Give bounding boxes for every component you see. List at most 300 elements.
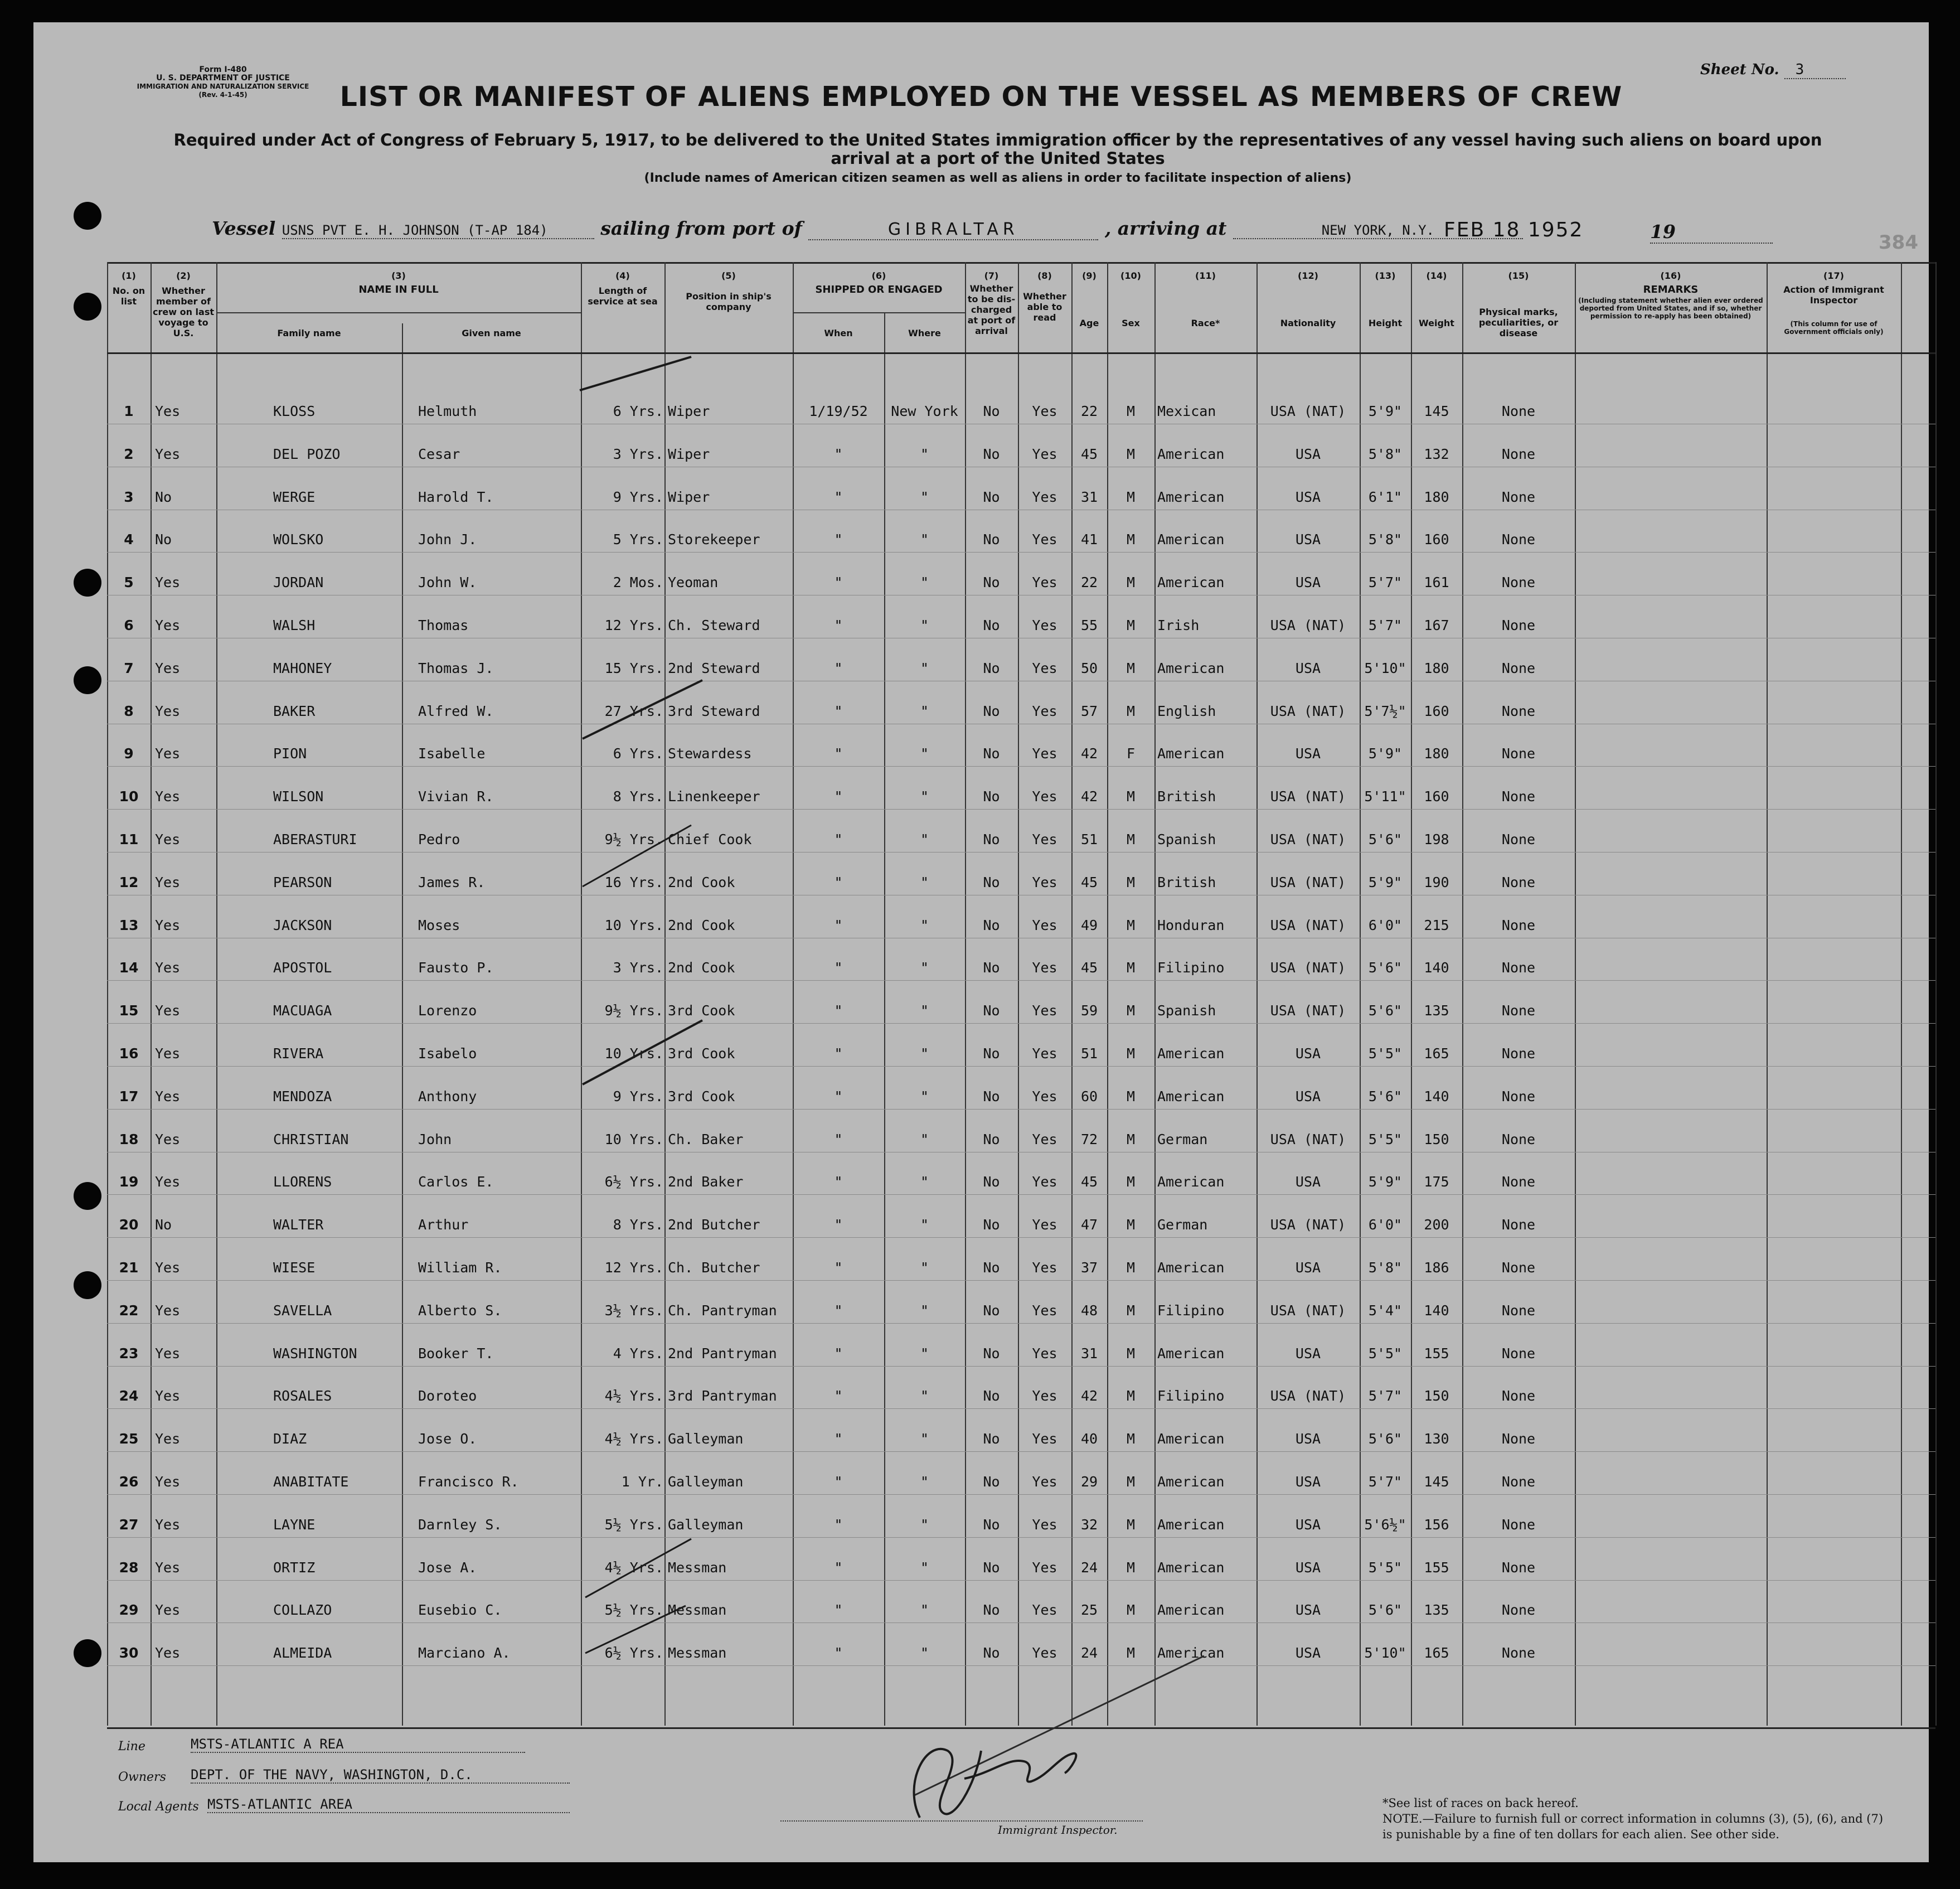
cell-height: 5'5": [1368, 1559, 1403, 1576]
cell-row-number: 1: [124, 403, 134, 419]
cell-sex: M: [1126, 1388, 1136, 1404]
cell-service-length: 2 Mos.: [613, 574, 663, 591]
cell-last-voyage: No: [155, 1217, 172, 1233]
cell-able-to-read: Yes: [1032, 1302, 1057, 1319]
cell-weight: 145: [1424, 1474, 1449, 1490]
col-header-inspector-note: (This column for use of Government officials only): [1784, 320, 1884, 336]
cell-row-number: 19: [119, 1174, 139, 1190]
cell-last-voyage: Yes: [155, 703, 181, 719]
cell-race: Mexican: [1157, 403, 1216, 419]
cell-family-name: SAVELLA: [273, 1302, 332, 1319]
cell-nationality: USA (NAT): [1270, 617, 1346, 633]
cell-height: 6'1": [1368, 488, 1403, 505]
cell-weight: 155: [1424, 1559, 1449, 1576]
cell-last-voyage: Yes: [155, 1002, 181, 1019]
cell-weight: 160: [1424, 788, 1449, 805]
cell-sex: M: [1126, 1302, 1136, 1319]
col-4-number: (4): [615, 270, 630, 281]
cell-row-number: 16: [119, 1045, 139, 1062]
col-header-position: Position in ship's company: [686, 291, 772, 312]
cell-weight: 140: [1424, 1088, 1449, 1105]
page-subnote: (Include names of American citizen seamen as well as aliens in order to facilitate inspection of aliens): [644, 171, 1352, 185]
cell-discharged: No: [983, 1217, 1000, 1233]
cell-last-voyage: Yes: [155, 660, 181, 676]
cell-given-name: Fausto P.: [418, 960, 494, 976]
cell-last-voyage: No: [155, 531, 172, 548]
cell-physical-marks: None: [1501, 1174, 1536, 1190]
cell-physical-marks: None: [1501, 1302, 1536, 1319]
col-12-number: (12): [1298, 270, 1318, 281]
cell-weight: 165: [1424, 1645, 1449, 1662]
cell-race: Filipino: [1157, 1302, 1225, 1319]
cell-given-name: Darnley S.: [418, 1516, 502, 1533]
cell-shipped-where: ": [920, 1260, 929, 1276]
cell-nationality: USA (NAT): [1270, 874, 1346, 890]
cell-given-name: Jose O.: [418, 1431, 477, 1447]
cell-sex: M: [1126, 1645, 1136, 1662]
cell-given-name: Marciano A.: [418, 1645, 511, 1662]
cell-row-number: 5: [124, 574, 134, 591]
cell-weight: 198: [1424, 831, 1449, 847]
cell-last-voyage: Yes: [155, 960, 181, 976]
cell-discharged: No: [983, 488, 1000, 505]
col-header-height: Height: [1368, 318, 1403, 328]
cell-nationality: USA: [1295, 660, 1321, 676]
cell-row-number: 26: [119, 1474, 139, 1490]
pen-strokes: [33, 22, 1929, 1862]
cell-given-name: Isabelo: [418, 1045, 477, 1062]
cell-discharged: No: [983, 1260, 1000, 1276]
cell-service-length: 3 Yrs.: [613, 960, 663, 976]
cell-position: Galleyman: [668, 1516, 744, 1533]
cell-row-number: 10: [119, 788, 139, 805]
cell-age: 31: [1080, 1345, 1098, 1362]
cell-position: 3rd Steward: [668, 703, 760, 719]
cell-row-number: 24: [119, 1388, 139, 1404]
cell-sex: M: [1126, 1088, 1136, 1105]
cell-age: 45: [1080, 874, 1098, 890]
cell-last-voyage: Yes: [155, 745, 181, 762]
cell-age: 41: [1080, 531, 1098, 548]
footer-agents-label: Local Agents: [118, 1800, 199, 1814]
cell-service-length: 9½ Yrs.: [604, 831, 663, 847]
col-header-given-name: Given name: [462, 328, 521, 338]
col-17-number: (17): [1823, 270, 1844, 281]
cell-able-to-read: Yes: [1032, 1474, 1057, 1490]
cell-row-number: 9: [124, 745, 134, 762]
cell-shipped-when: ": [834, 1431, 843, 1447]
cell-shipped-when: ": [834, 703, 843, 719]
column-rule: [1935, 262, 1937, 1726]
cell-shipped-when: ": [834, 831, 843, 847]
cell-nationality: USA (NAT): [1270, 1388, 1346, 1404]
cell-shipped-where: New York: [891, 403, 958, 419]
cell-race: American: [1157, 1174, 1225, 1190]
cell-race: American: [1157, 1345, 1225, 1362]
cell-row-number: 4: [124, 531, 134, 548]
cell-family-name: WALTER: [273, 1217, 324, 1233]
cell-age: 59: [1080, 1002, 1098, 1019]
cell-physical-marks: None: [1501, 1602, 1536, 1619]
cell-discharged: No: [983, 1559, 1000, 1576]
cell-service-length: 8 Yrs.: [613, 788, 663, 805]
cell-row-number: 12: [119, 874, 139, 890]
cell-height: 5'10": [1364, 660, 1406, 676]
cell-discharged: No: [983, 1345, 1000, 1362]
cell-given-name: Thomas J.: [418, 660, 494, 676]
cell-service-length: 9 Yrs.: [613, 1088, 663, 1105]
cell-sex: M: [1126, 1260, 1136, 1276]
cell-discharged: No: [983, 1645, 1000, 1662]
col-header-when: When: [824, 328, 853, 338]
arriving-label: , arriving at: [1104, 217, 1227, 239]
cell-position: Linenkeeper: [668, 788, 760, 805]
cell-row-number: 14: [119, 960, 139, 976]
footer-owners-label: Owners: [118, 1770, 166, 1784]
col-header-name-in-full: NAME IN FULL: [358, 284, 439, 296]
cell-sex: M: [1126, 1559, 1136, 1576]
cell-service-length: 3½ Yrs.: [604, 1302, 663, 1319]
col-16-number: (16): [1660, 270, 1681, 281]
cell-weight: 150: [1424, 1388, 1449, 1404]
cell-service-length: 10 Yrs.: [604, 917, 663, 933]
cell-family-name: PION: [273, 745, 307, 762]
cell-able-to-read: Yes: [1032, 403, 1057, 419]
cell-given-name: Carlos E.: [418, 1174, 494, 1190]
col-header-discharged: Whether to be dis-charged at port of arrival: [967, 283, 1016, 336]
cell-sex: M: [1126, 1516, 1136, 1533]
cell-height: 5'5": [1368, 1345, 1403, 1362]
cell-physical-marks: None: [1501, 1345, 1536, 1362]
cell-last-voyage: Yes: [155, 831, 181, 847]
cell-nationality: USA: [1295, 745, 1321, 762]
cell-discharged: No: [983, 1302, 1000, 1319]
cell-able-to-read: Yes: [1032, 1602, 1057, 1619]
cell-age: 42: [1080, 745, 1098, 762]
cell-age: 40: [1080, 1431, 1098, 1447]
cell-weight: 160: [1424, 531, 1449, 548]
pen-check-mark: [585, 1606, 686, 1653]
cell-shipped-when: ": [834, 488, 843, 505]
cell-shipped-where: ": [920, 917, 929, 933]
cell-sex: M: [1126, 1345, 1136, 1362]
cell-position: Chief Cook: [668, 831, 752, 847]
cell-race: Spanish: [1157, 831, 1216, 847]
cell-nationality: USA: [1295, 531, 1321, 548]
cell-discharged: No: [983, 917, 1000, 933]
cell-family-name: WASHINGTON: [273, 1345, 357, 1362]
cell-sex: M: [1126, 1002, 1136, 1019]
cell-race: American: [1157, 660, 1225, 676]
revision-date: (Rev. 4-1-45): [198, 91, 248, 99]
cell-able-to-read: Yes: [1032, 1645, 1057, 1662]
cell-weight: 132: [1424, 445, 1449, 462]
col-header-remarks-note: (Including statement whether alien ever ordered deported from United States, and if so, whether permission to re-apply has been obtained): [1578, 297, 1763, 320]
cell-family-name: RIVERA: [273, 1045, 324, 1062]
cell-able-to-read: Yes: [1032, 917, 1057, 933]
cell-service-length: 12 Yrs.: [604, 617, 663, 633]
cell-height: 5'8": [1368, 531, 1403, 548]
cell-row-number: 28: [119, 1559, 139, 1576]
cell-position: 2nd Pantryman: [668, 1345, 777, 1362]
cell-given-name: Vivian R.: [418, 788, 494, 805]
footer-line-value: MSTS-ATLANTIC A REA: [191, 1736, 525, 1753]
cell-sex: M: [1126, 1602, 1136, 1619]
service-name: IMMIGRATION AND NATURALIZATION SERVICE: [137, 83, 309, 90]
cell-last-voyage: Yes: [155, 1474, 181, 1490]
cell-row-number: 29: [119, 1602, 139, 1619]
cell-sex: M: [1126, 531, 1136, 548]
cell-last-voyage: Yes: [155, 1131, 181, 1147]
cell-service-length: 4½ Yrs.: [604, 1431, 663, 1447]
cell-physical-marks: None: [1501, 917, 1536, 933]
manifest-sheet: [33, 22, 1929, 1862]
cell-age: 45: [1080, 445, 1098, 462]
cell-shipped-when: ": [834, 788, 843, 805]
cell-last-voyage: Yes: [155, 1431, 181, 1447]
cell-position: 2nd Steward: [668, 660, 760, 676]
cell-last-voyage: Yes: [155, 1088, 181, 1105]
cell-shipped-where: ": [920, 531, 929, 548]
col-9-number: (9): [1082, 270, 1097, 281]
cell-shipped-when: ": [834, 574, 843, 591]
cell-sex: M: [1126, 1174, 1136, 1190]
cell-shipped-when: ": [834, 1174, 843, 1190]
cell-shipped-when: ": [834, 1602, 843, 1619]
cell-family-name: MACUAGA: [273, 1002, 332, 1019]
pen-check-mark: [583, 680, 702, 739]
cell-shipped-where: ": [920, 960, 929, 976]
cell-nationality: USA: [1295, 1431, 1321, 1447]
cell-last-voyage: Yes: [155, 1174, 181, 1190]
cell-row-number: 27: [119, 1516, 139, 1533]
cell-given-name: Helmuth: [418, 403, 477, 419]
cell-able-to-read: Yes: [1032, 531, 1057, 548]
cell-family-name: JACKSON: [273, 917, 332, 933]
cell-sex: M: [1126, 660, 1136, 676]
cell-able-to-read: Yes: [1032, 1559, 1057, 1576]
cell-service-length: 27 Yrs.: [604, 703, 663, 719]
inspector-signature: [881, 1717, 1093, 1829]
cell-discharged: No: [983, 703, 1000, 719]
cell-able-to-read: Yes: [1032, 874, 1057, 890]
cell-able-to-read: Yes: [1032, 488, 1057, 505]
cell-height: 5'6": [1368, 1002, 1403, 1019]
cell-age: 29: [1080, 1474, 1098, 1490]
cell-last-voyage: Yes: [155, 1516, 181, 1533]
cell-family-name: MENDOZA: [273, 1088, 332, 1105]
cell-height: 5'7½": [1364, 703, 1406, 719]
cell-shipped-when: ": [834, 1345, 843, 1362]
cell-race: German: [1157, 1217, 1208, 1233]
page-title: LIST OR MANIFEST OF ALIENS EMPLOYED ON THE VESSEL AS MEMBERS OF CREW: [339, 81, 1623, 113]
cell-nationality: USA: [1295, 1645, 1321, 1662]
cell-age: 22: [1080, 403, 1098, 419]
cell-row-number: 11: [119, 831, 139, 847]
cell-position: Wiper: [668, 403, 710, 419]
cell-sex: F: [1126, 745, 1136, 762]
cell-given-name: Eusebio C.: [418, 1602, 502, 1619]
cell-race: Spanish: [1157, 1002, 1216, 1019]
departure-port: GIBRALTAR: [808, 220, 1098, 240]
cell-discharged: No: [983, 788, 1000, 805]
cell-last-voyage: Yes: [155, 1302, 181, 1319]
cell-given-name: Francisco R.: [418, 1474, 519, 1490]
cell-row-number: 21: [119, 1260, 139, 1276]
cell-height: 5'6": [1368, 1431, 1403, 1447]
cell-race: American: [1157, 745, 1225, 762]
cell-sex: M: [1126, 1131, 1136, 1147]
cell-sex: M: [1126, 917, 1136, 933]
cell-sex: M: [1126, 703, 1136, 719]
cell-position: Ch. Pantryman: [668, 1302, 777, 1319]
cell-physical-marks: None: [1501, 788, 1536, 805]
cell-height: 5'6": [1368, 831, 1403, 847]
inspector-signature-line: [780, 1820, 1143, 1822]
cell-sex: M: [1126, 488, 1136, 505]
cell-sex: M: [1126, 617, 1136, 633]
cell-position: Galleyman: [668, 1474, 744, 1490]
cell-race: American: [1157, 1645, 1225, 1662]
col-6-number: (6): [871, 270, 886, 281]
cell-shipped-where: ": [920, 617, 929, 633]
cell-nationality: USA (NAT): [1270, 403, 1346, 419]
col-1-number: (1): [122, 270, 136, 281]
cell-shipped-when: ": [834, 1045, 843, 1062]
cell-row-number: 13: [119, 917, 139, 933]
col-header-inspector-action: Action of Immigrant Inspector: [1783, 284, 1884, 306]
cell-age: 47: [1080, 1217, 1098, 1233]
cell-shipped-where: ": [920, 1516, 929, 1533]
cell-race: American: [1157, 1045, 1225, 1062]
cell-nationality: USA: [1295, 488, 1321, 505]
cell-last-voyage: Yes: [155, 1388, 181, 1404]
cell-height: 5'5": [1368, 1131, 1403, 1147]
cell-sex: M: [1126, 1217, 1136, 1233]
cell-height: 5'6": [1368, 1602, 1403, 1619]
cell-race: American: [1157, 1431, 1225, 1447]
cell-discharged: No: [983, 1174, 1000, 1190]
cell-family-name: WILSON: [273, 788, 324, 805]
cell-nationality: USA (NAT): [1270, 917, 1346, 933]
cell-race: American: [1157, 1602, 1225, 1619]
sailing-label: sailing from port of: [600, 217, 802, 239]
cell-physical-marks: None: [1501, 488, 1536, 505]
cell-given-name: Moses: [418, 917, 460, 933]
cell-service-length: 5½ Yrs.: [604, 1602, 663, 1619]
col-header-sex: Sex: [1122, 318, 1140, 328]
cell-last-voyage: Yes: [155, 1559, 181, 1576]
cell-given-name: John: [418, 1131, 452, 1147]
col-header-shipped-or-engaged: SHIPPED OR ENGAGED: [815, 284, 943, 296]
cell-age: 24: [1080, 1645, 1098, 1662]
cell-position: Storekeeper: [668, 531, 760, 548]
cell-family-name: CHRISTIAN: [273, 1131, 349, 1147]
cell-nationality: USA: [1295, 1559, 1321, 1576]
cell-row-number: 17: [119, 1088, 139, 1105]
cell-physical-marks: None: [1501, 1045, 1536, 1062]
cell-given-name: Anthony: [418, 1088, 477, 1105]
cell-family-name: ABERASTURI: [273, 831, 357, 847]
cell-given-name: Isabelle: [418, 745, 486, 762]
cell-height: 5'9": [1368, 1174, 1403, 1190]
footer-note: [1382, 1795, 1884, 1842]
cell-nationality: USA: [1295, 1260, 1321, 1276]
cell-height: 5'6½": [1364, 1516, 1406, 1533]
cell-sex: M: [1126, 574, 1136, 591]
cell-sex: M: [1126, 874, 1136, 890]
cell-discharged: No: [983, 531, 1000, 548]
cell-shipped-where: ": [920, 1302, 929, 1319]
col-header-race: Race*: [1191, 318, 1220, 328]
cell-race: American: [1157, 1516, 1225, 1533]
cell-given-name: John J.: [418, 531, 477, 548]
cell-family-name: COLLAZO: [273, 1602, 332, 1619]
cell-row-number: 30: [119, 1645, 139, 1662]
cell-shipped-when: ": [834, 1302, 843, 1319]
cell-height: 5'9": [1368, 874, 1403, 890]
cell-age: 57: [1080, 703, 1098, 719]
cell-shipped-where: ": [920, 1088, 929, 1105]
footer-agents-value: MSTS-ATLANTIC AREA: [207, 1796, 570, 1813]
cell-race: American: [1157, 445, 1225, 462]
cell-position: 3rd Pantryman: [668, 1388, 777, 1404]
cell-discharged: No: [983, 574, 1000, 591]
cell-shipped-where: ": [920, 660, 929, 676]
cell-row-number: 20: [119, 1217, 139, 1233]
col-5-number: (5): [721, 270, 736, 281]
cell-given-name: William R.: [418, 1260, 502, 1276]
cell-age: 31: [1080, 488, 1098, 505]
inspector-label: Immigrant Inspector.: [998, 1823, 1118, 1837]
cell-last-voyage: Yes: [155, 445, 181, 462]
cell-height: 6'0": [1368, 917, 1403, 933]
cell-given-name: Harold T.: [418, 488, 494, 505]
cell-age: 45: [1080, 1174, 1098, 1190]
cell-weight: 155: [1424, 1345, 1449, 1362]
cell-weight: 186: [1424, 1260, 1449, 1276]
cell-nationality: USA: [1295, 1516, 1321, 1533]
cell-nationality: USA: [1295, 1602, 1321, 1619]
cell-shipped-where: ": [920, 1388, 929, 1404]
cell-weight: 161: [1424, 574, 1449, 591]
cell-discharged: No: [983, 1602, 1000, 1619]
cell-shipped-where: ": [920, 1174, 929, 1190]
cell-shipped-where: ": [920, 788, 929, 805]
cell-physical-marks: None: [1501, 1431, 1536, 1447]
cell-shipped-where: ": [920, 574, 929, 591]
cell-age: 42: [1080, 788, 1098, 805]
cell-weight: 140: [1424, 960, 1449, 976]
cell-service-length: 15 Yrs.: [604, 660, 663, 676]
cell-shipped-when: 1/19/52: [809, 403, 868, 419]
cell-nationality: USA: [1295, 1045, 1321, 1062]
cell-given-name: Doroteo: [418, 1388, 477, 1404]
col-2-number: (2): [176, 270, 191, 281]
cell-race: British: [1157, 874, 1216, 890]
cell-row-number: 2: [124, 445, 134, 462]
cell-age: 32: [1080, 1516, 1098, 1533]
cell-able-to-read: Yes: [1032, 703, 1057, 719]
arrival-port: NEW YORK, N.Y.: [1233, 222, 1523, 239]
cell-able-to-read: Yes: [1032, 1345, 1057, 1362]
cell-service-length: 10 Yrs.: [604, 1131, 663, 1147]
cell-position: Stewardess: [668, 745, 752, 762]
cell-height: 5'11": [1364, 788, 1406, 805]
cell-age: 50: [1080, 660, 1098, 676]
cell-family-name: ANABITATE: [273, 1474, 349, 1490]
cell-height: 5'8": [1368, 1260, 1403, 1276]
